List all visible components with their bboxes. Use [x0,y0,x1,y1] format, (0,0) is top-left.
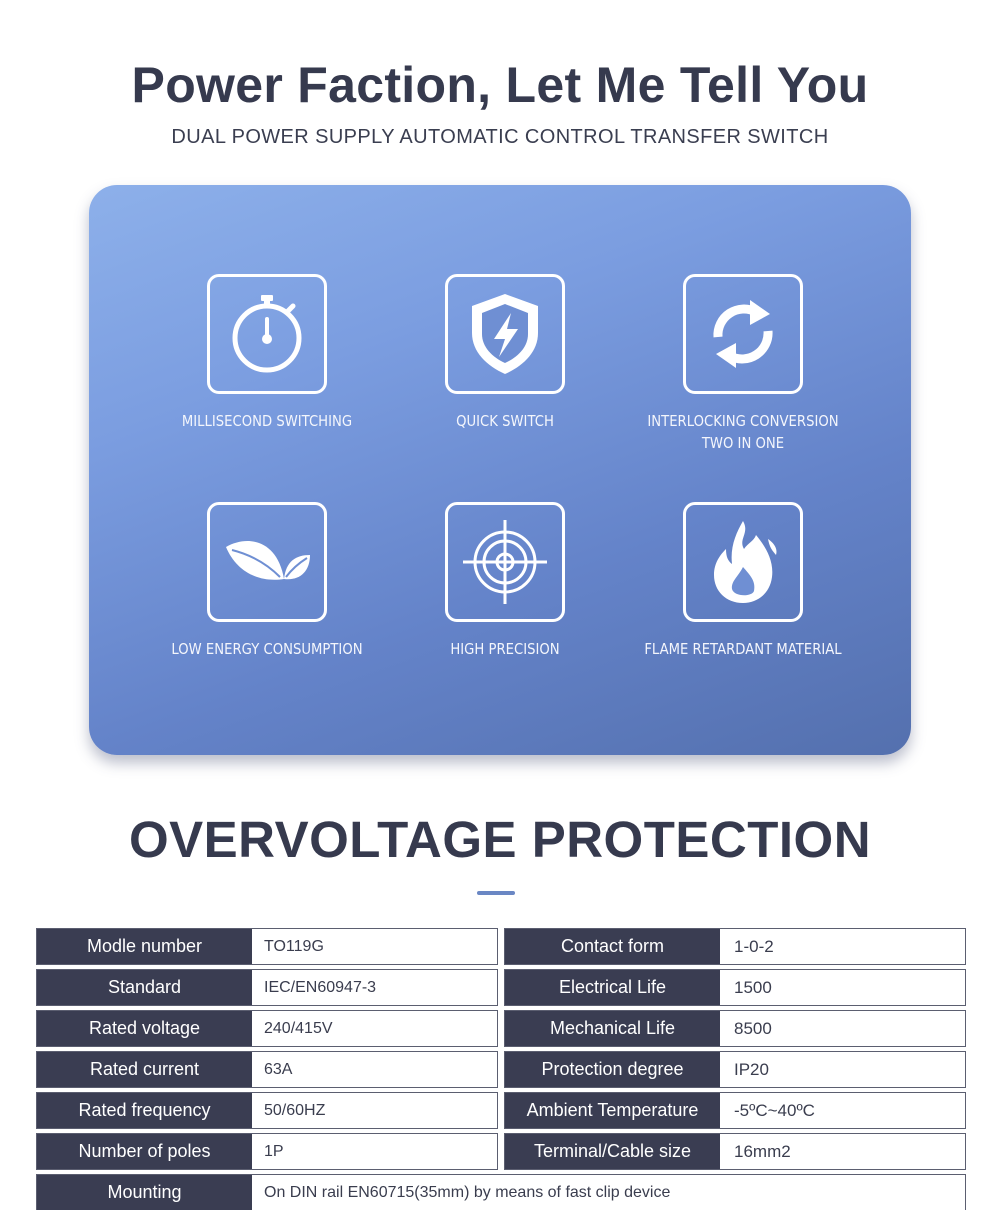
table-row [504,1051,966,1088]
spec-value: 1-0-2 [734,936,774,956]
feature-icon-frame [445,274,565,394]
feature-label [399,638,610,660]
crosshair-target-icon [460,517,550,607]
page-subtitle: DUAL POWER SUPPLY AUTOMATIC CONTROL TRANSFER SWITCH [171,126,829,148]
table-row [36,928,498,965]
table-row [504,1133,966,1170]
feature-label-line: LOW ENERGY CONSUMPTION [171,640,363,658]
shield-lightning-icon [460,289,550,379]
spec-value: TO119G [264,937,324,955]
table-row [36,969,498,1006]
feature-quick-switch [385,274,625,432]
table-row [36,1133,498,1170]
feature-label [637,410,848,454]
spec-label: Mounting [37,1175,252,1210]
refresh-arrows-icon [698,289,788,379]
feature-icon-frame [207,502,327,622]
table-row [504,969,966,1006]
spec-value: On DIN rail EN60715(35mm) by means of fast clip device [264,1183,671,1201]
spec-label: Mechanical Life [505,1011,720,1046]
spec-label: Electrical Life [505,970,720,1005]
spec-value: IP20 [734,1059,769,1079]
spec-label: Protection degree [505,1052,720,1087]
spec-label: Standard [37,970,252,1005]
spec-label: Number of poles [37,1134,252,1169]
spec-value: 240/415V [264,1019,333,1037]
spec-label: Ambient Temperature [505,1093,720,1128]
flame-icon [698,517,788,607]
spec-label: Rated current [37,1052,252,1087]
feature-label-line: TWO IN ONE [701,434,785,452]
table-row [36,1010,498,1047]
spec-label: Rated frequency [37,1093,252,1128]
feature-label-line: QUICK SWITCH [456,412,554,430]
feature-label-line: INTERLOCKING CONVERSION [647,412,839,430]
feature-label [399,410,610,432]
feature-label-line: MILLISECOND SWITCHING [181,412,353,430]
page-title: Power Faction, Let Me Tell You [131,57,869,113]
stopwatch-icon [222,289,312,379]
spec-value: 63A [264,1060,293,1078]
feature-icon-frame [683,502,803,622]
section-divider [477,891,515,895]
feature-icon-frame [445,502,565,622]
spec-value: 1P [264,1142,284,1160]
features-panel [89,185,911,755]
table-row-mounting [36,1174,966,1210]
feature-label [161,638,372,660]
table-row [36,1051,498,1088]
spec-value: IEC/EN60947-3 [264,978,377,996]
feature-millisecond-switching [147,274,387,432]
feature-low-energy [147,502,387,660]
table-row [504,1092,966,1129]
spec-label: Rated voltage [37,1011,252,1046]
spec-value: 50/60HZ [264,1101,326,1119]
feature-label-line: HIGH PRECISION [450,640,560,658]
spec-value: 8500 [734,1018,772,1038]
feature-flame-retardant [623,502,863,660]
feature-interlocking-conversion [623,274,863,454]
spec-value: 16mm2 [734,1141,791,1161]
spec-label: Terminal/Cable size [505,1134,720,1169]
spec-label: Modle number [37,929,252,964]
table-row [504,1010,966,1047]
leaf-icon [222,517,312,607]
feature-label [161,410,372,432]
feature-icon-frame [207,274,327,394]
spec-value: 1500 [734,977,772,997]
spec-value: -5ºC~40ºC [734,1100,815,1120]
table-row [36,1092,498,1129]
feature-high-precision [385,502,625,660]
feature-label-line: FLAME RETARDANT MATERIAL [644,640,842,658]
feature-label [637,638,848,660]
feature-icon-frame [683,274,803,394]
section-title: OVERVOLTAGE PROTECTION [128,811,872,868]
table-row [504,928,966,965]
spec-label: Contact form [505,929,720,964]
